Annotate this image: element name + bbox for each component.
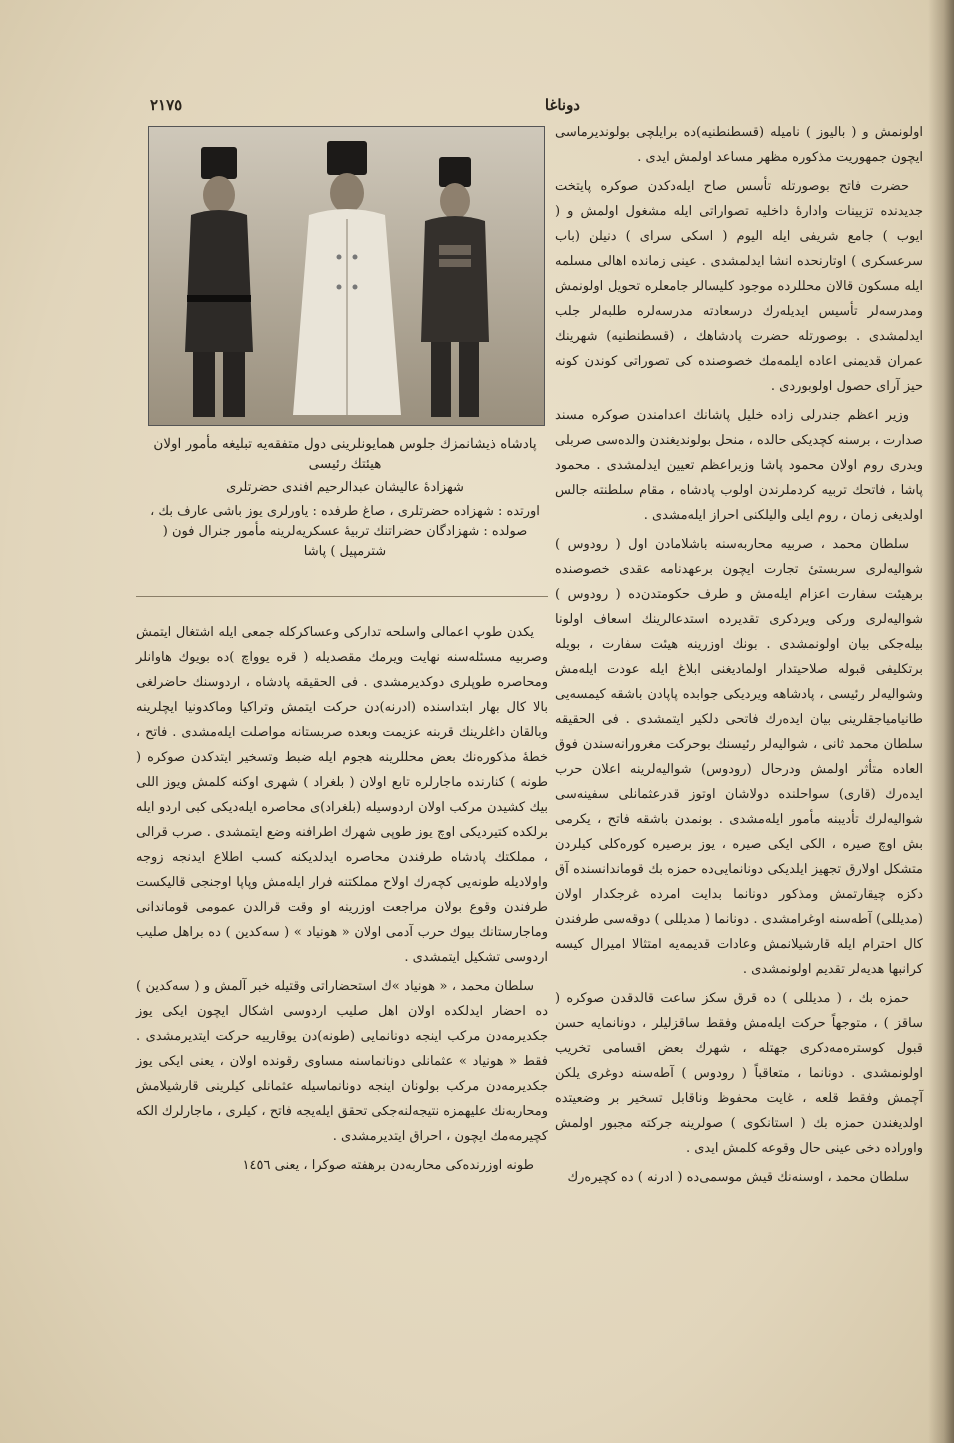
right-paragraph: اولونمش و ( بالیوز ) نامیله (قسطنطنیه)ده برایلچی بولوندیرماسی ایچون جمهوریت مذکوره مظهر مساعد اولمش ایدی . xyxy=(555,125,923,165)
right-paragraph: حضرت فاتح بوصورتله تأسس صاح ایله‌دکدن صوکره پایتخت جدیدنده تزیینات وادارهٔ داخلیه تصواراتی ایله مشغول اولمش و ( ایوب ) جامع شریفی ایله الیوم ( اسکی سرای ) دنیلن (باب سرعسکری ) اوتارنحده انشا ایدلمشدی . عینی زمانده اهالی مسلمه ایله مسکون قالان محللرده موجود کلیسالر جامعلره تحویل اولونمش ومدرسه‌لر تأسیس ایدیله‌رك درسعادته مدرسه‌لره طلبه‌لر جلب ایدلمشدی . بوصورتله حضرت پادشاهك ، (قسطنطنیه) شهرینك عمران قدیمنی اعاده ایلمه‌مك خصوصنده کی تصوراتی کوندن کونه حیز آرای حصول اولوبوردی . xyxy=(555,179,923,394)
photo-caption xyxy=(140,434,550,566)
right-column xyxy=(555,120,923,1194)
portrait-photo-three-officers-icon xyxy=(149,127,544,425)
right-paragraph: سلطان محمد ، صربیه محاربه‌سنه باشلامادن اول ( رودوس ) شوالیه‌لری سربستیٔ تجارت ایچون برعهدنامه عقدی خصوصنده برهیئت سفارت اعزام ایله‌مش و طرف حکومتدن‌ده ( رودوس ) شوالیه‌لری ورکی ویردکری تقدیرده استدعالرینك اسعاف اولونا بیله‌جکی بیان اولونمشدی . بونك اوزرینه هیئت سفارت ، بویله برتکلیفی قبوله صلاحیتدار اولمادیغنی ابلاغ ایله عودت ایله‌مش وشوالیه‌لر رئیسی ، پادشاهه ویردیکی جوابده پاپادن باشقه کیمسه‌یی طانیامیاجقلرینی بیان ایده‌رك فاتحی دلکیر ایتمشدی . فی الحقیقه سلطان محمد ثانی ، شوالیه‌لر رئیسنك بوحرکت مغرورانه‌سندن فوق العاده متأثر اولمش ودرحال (رودوس) شوالیه‌لرینه اعلان حرب ایده‌رك (قاری) سواحلنده دولاشان اوتوز قدرعثمانلی سفینه‌سی شوالیه‌لرك تأدیبنه مأمور ایله‌مشدی . بونمدن باشقه فاتح ، یکرمی بش اوچ صیره ، الکی ایکی صیره ، یوز برصیره کوره‌کلی کیلردن متشکل اولارق تجهیز ایلدیکی دونانمایی‌ده حمزه بك قوماندانسنده آق دکزه چیقارتمش ومذکور دونانما بدایت امرده غرجکدار اولان (مدیللی) آطه‌سنه اوغرامشدی . دونانما ( مدیللی ) دوقه‌سی طرفندن کال احترام ایله قارشیلانمش وعادات قدیمه‌یه امتثالا امیرال کیسه کرانبها هدیه‌لر تقدیم اولونمشدی . xyxy=(555,537,923,977)
running-head: دوناغا xyxy=(544,96,580,114)
page-header xyxy=(150,96,580,118)
page-binding-shadow xyxy=(928,0,954,1443)
caption-divider xyxy=(136,596,548,597)
page-number: ٢١٧٥ xyxy=(150,96,183,114)
caption-heading: پادشاه ذیشانمزك جلوس همایونلرینی دول متفقه‌یه تبلیغه مأمور اولان هیئتك رئیسی xyxy=(153,436,537,472)
right-paragraph: وزیر اعظم جندرلی زاده خلیل پاشانك اعدامندن صوکره مسند صدارت ، برسنه کچدیکی حالده ، منحل بولوندیغندن والده‌سی صربلی وبدری روم اولان محمود پاشا وزیراعظم تعیین ایدلمشدی . محمود پاشا ، فاتحك تربیه کردملرندن اولوب پادشاه ، مقام سلطنته جالس اولدیغی زمان ، روم ایلی والیلکنی احراز ایله‌مشدی . xyxy=(555,408,923,523)
right-paragraph: سلطان محمد ، اوسنه‌نك قیش موسمی‌ده ( ادرنه ) ده کچیره‌رك xyxy=(567,1170,909,1185)
portrait-photo xyxy=(148,126,545,426)
caption-detail: اورتده : شهزاده حضرتلری ، صاغ طرفده : یاورلری یوز باشی عارف بك ، صولده : شهزادگان حضراتنك تربیهٔ عسکریه‌لرینه مأمور جنرال فون ( شترمپیل ) پاشا xyxy=(150,504,540,559)
left-paragraph: سلطان محمد ، « هونیاد »ك استحضاراتی وقتیله خبر آلمش و ( سه‌کدین ) ده احضار ایدلکده اولان اهل صلیب اردوسی اشکال ایچون ایکی یوز جکدیرمه‌دن مرکب اینجه دونانمایی (طونه)دن یوقارییه حرکت ایتدیرمشدی . فقط « هونیاد » عثمانلی دونانماسنه مساوی رقونده اولان ، یعنی ایکی یوز جکدیرمه‌دن مرکب بولونان اینجه دونانماسیله عثمانلی کیلرینی قارشیلامش ومحاربه‌نك علیهمزه نتیجه‌لنه‌جکی تحقق ایله‌یجه فاتح ، کیلری ، ماجارلرك الکه کچیرمه‌مك ایچون ، احراق ایتدیرمشدی . xyxy=(136,979,548,1144)
left-column xyxy=(136,620,548,1182)
left-paragraph: طونه اوزرنده‌کی محاربه‌دن برهفته صوکرا ، یعنی ١٤٥٦ xyxy=(242,1158,534,1173)
left-paragraph: یکدن طوپ اعمالی واسلحه تدارکی وعساکرکله جمعی ایله اشتغال ایتمش وصربیه مسئله‌سنه نهایت ویرمك مقصدیله ( قره یوواچ )ده بویوك هاوانلر ومحاصره طوپلری دوکدیرمشدی . فی الحقیقه پادشاه ، اردوسنك حاضرلغی بالا کال بهار ابتداسنده (ادرنه)دن حرکت ایتمش وتراکیا وماکدونیا ایچلرینه وبالقان داغلرینك قربنه عزیمت وبعده صربستانه مواصلت ایله‌مشدی . فاتح ، خطهٔ مذکوره‌نك بعض محللرینه هجوم ایله ضبط وتسخیر ایتدکدن صوکره ( طونه ) کنارنده ماجارلره تابع اولان ( بلغراد ) شهری اوکنه کلمش ویوز اللی بیك کشیدن مرکب اولان اردوسیله (بلغراد)ی محاصره ایله‌دیکی کبی اردو ایله برلکده کتیردیکی اوچ یوز طوپی شهرك اطرافنه وضع ایتمشدی . صرب قرالی ، مملکتك پادشاه طرفندن محاصره ایدلدیکنه کسب اطلاع ایدنجه زوجه واولادیله طونه‌یی کچه‌رك اولاح مملکتنه فرار ایله‌مش وپاپا اوجنجی قالیکست طرفندن وقوع بولان مراجعت اوزرینه او وقت قرالدن عمومی قوماندانی وماجارستانك بیوك حرب آدمی اولان « هونیاد » ( سه‌کدین ) ده براهل صلیب اردوسی تشکیل ایتمشدی . xyxy=(136,625,548,965)
right-paragraph: حمزه بك ، ( مدیللی ) ده قرق سکز ساعت قالدقدن صوکره ( ساقز ) ، متوجهاً حرکت ایله‌مش وفقط ساقزلیلر ، دونانمایه حسن قبول کوستره‌مه‌دکری جهتله ، شهرك بعض اقسامی تخریب اولونمشدی . دونانما ، متعاقباً ( رودوس ) آطه‌سنه دوغری یلکن آچمش وفقط قلعه ، غایت محفوظ وناقابل تسخیر بر وضعیتده اولدیغندن حمزه بك ( استانکوی ) صولرینه جرکته مجبور اولمش واوراده دخی عینی حال وقوعه کلمش ایدی . xyxy=(555,991,923,1156)
caption-name: شهزادهٔ عالیشان عبدالرحیم افندی حضرتلری xyxy=(226,480,464,495)
